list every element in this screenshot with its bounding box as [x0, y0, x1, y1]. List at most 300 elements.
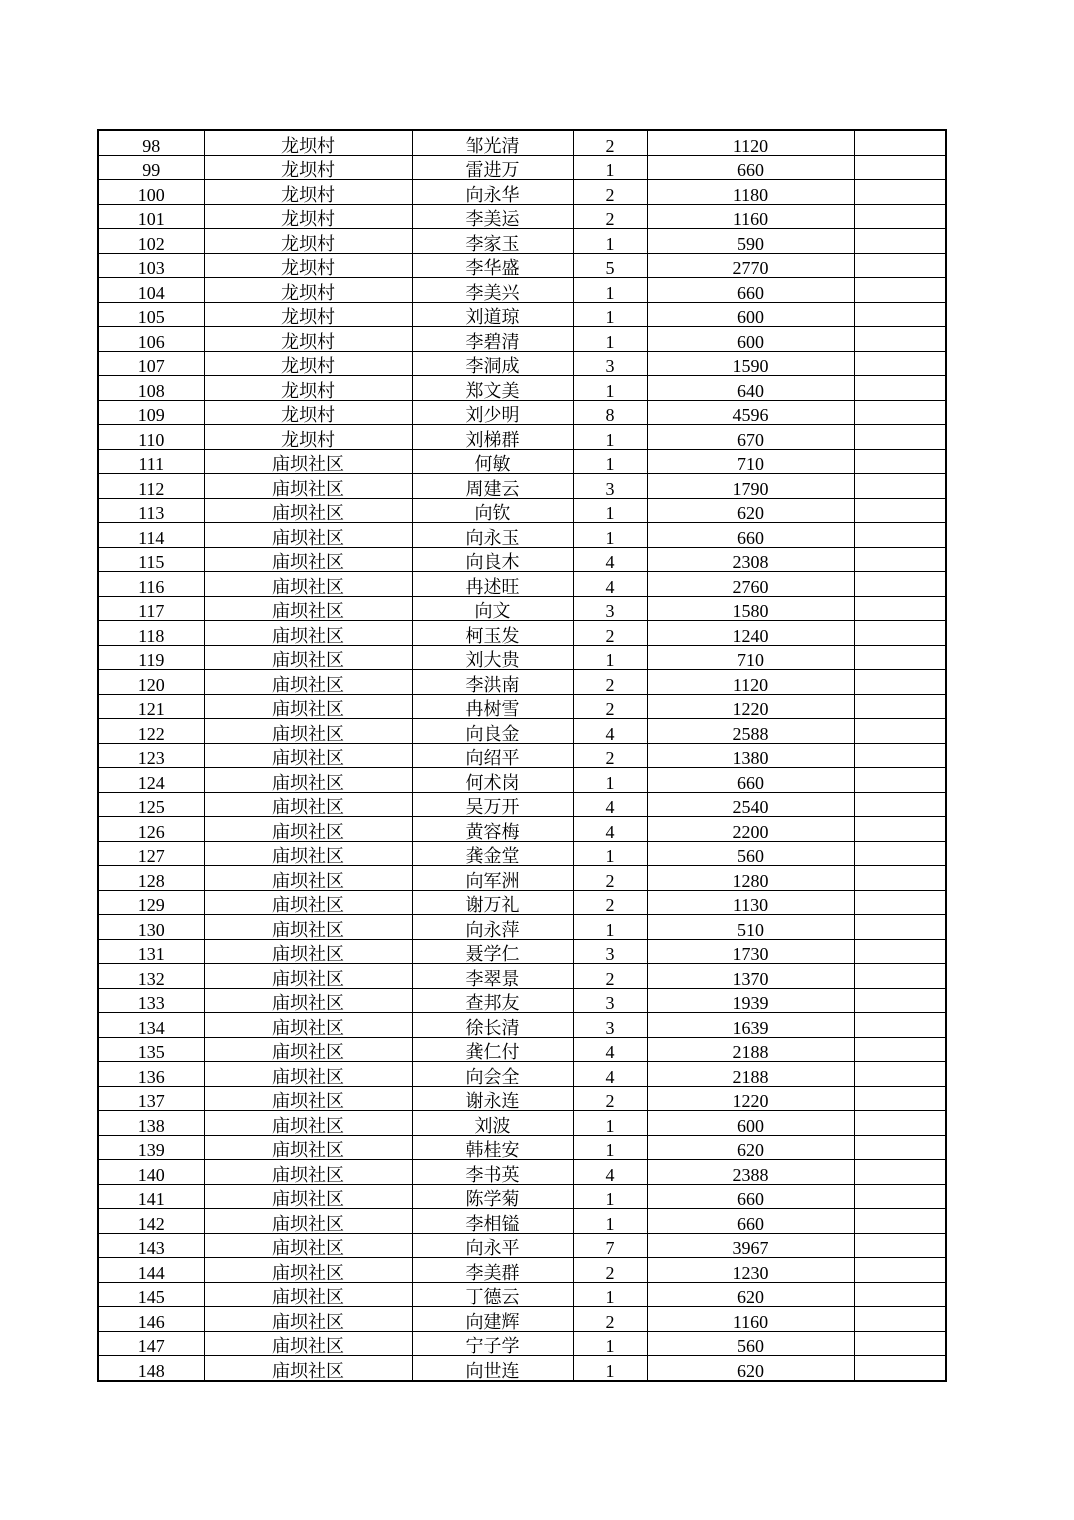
- cell-name: 李美兴: [412, 278, 573, 303]
- cell-row-number: 117: [98, 596, 204, 621]
- cell-name: 向永玉: [412, 523, 573, 548]
- cell-community: 庙坝社区: [204, 964, 412, 989]
- cell-row-number: 119: [98, 645, 204, 670]
- cell-row-number: 125: [98, 792, 204, 817]
- cell-people-count: 1: [573, 155, 647, 180]
- cell-people-count: 1: [573, 841, 647, 866]
- cell-row-number: 132: [98, 964, 204, 989]
- cell-community: 庙坝社区: [204, 866, 412, 891]
- cell-people-count: 2: [573, 1307, 647, 1332]
- cell-row-number: 126: [98, 817, 204, 842]
- cell-people-count: 5: [573, 253, 647, 278]
- cell-people-count: 4: [573, 1037, 647, 1062]
- cell-people-count: 4: [573, 572, 647, 597]
- cell-name: 李美运: [412, 204, 573, 229]
- table-row: [98, 621, 946, 646]
- table-row: [98, 400, 946, 425]
- cell-community: 龙坝村: [204, 253, 412, 278]
- cell-note: [854, 1086, 946, 1111]
- cell-name: 向建辉: [412, 1307, 573, 1332]
- cell-row-number: 137: [98, 1086, 204, 1111]
- cell-note: [854, 523, 946, 548]
- cell-amount: 510: [647, 915, 854, 940]
- cell-people-count: 2: [573, 180, 647, 205]
- cell-note: [854, 253, 946, 278]
- cell-name: 李翠景: [412, 964, 573, 989]
- cell-people-count: 1: [573, 302, 647, 327]
- cell-people-count: 1: [573, 768, 647, 793]
- cell-row-number: 109: [98, 400, 204, 425]
- cell-row-number: 138: [98, 1111, 204, 1136]
- cell-community: 庙坝社区: [204, 817, 412, 842]
- cell-name: 丁德云: [412, 1282, 573, 1307]
- cell-note: [854, 1160, 946, 1185]
- cell-people-count: 2: [573, 694, 647, 719]
- cell-community: 龙坝村: [204, 351, 412, 376]
- cell-amount: 1790: [647, 474, 854, 499]
- cell-name: 李美群: [412, 1258, 573, 1283]
- cell-amount: 1160: [647, 1307, 854, 1332]
- cell-row-number: 98: [98, 130, 204, 155]
- cell-people-count: 1: [573, 915, 647, 940]
- cell-row-number: 106: [98, 327, 204, 352]
- cell-community: 庙坝社区: [204, 547, 412, 572]
- cell-note: [854, 768, 946, 793]
- table-row: [98, 474, 946, 499]
- cell-community: 龙坝村: [204, 229, 412, 254]
- cell-community: 龙坝村: [204, 155, 412, 180]
- cell-row-number: 142: [98, 1209, 204, 1234]
- cell-community: 龙坝村: [204, 278, 412, 303]
- cell-note: [854, 1233, 946, 1258]
- cell-community: 庙坝社区: [204, 890, 412, 915]
- cell-amount: 2308: [647, 547, 854, 572]
- cell-community: 龙坝村: [204, 180, 412, 205]
- cell-community: 庙坝社区: [204, 939, 412, 964]
- cell-row-number: 148: [98, 1356, 204, 1381]
- cell-name: 柯玉发: [412, 621, 573, 646]
- cell-row-number: 100: [98, 180, 204, 205]
- cell-community: 龙坝村: [204, 400, 412, 425]
- cell-name: 刘道琼: [412, 302, 573, 327]
- table-row: [98, 204, 946, 229]
- cell-note: [854, 621, 946, 646]
- cell-row-number: 128: [98, 866, 204, 891]
- table-row: [98, 1086, 946, 1111]
- cell-amount: 660: [647, 155, 854, 180]
- table-row: [98, 498, 946, 523]
- cell-amount: 1220: [647, 1086, 854, 1111]
- cell-people-count: 4: [573, 719, 647, 744]
- cell-name: 何术岗: [412, 768, 573, 793]
- cell-row-number: 147: [98, 1331, 204, 1356]
- cell-community: 庙坝社区: [204, 719, 412, 744]
- cell-name: 李相镒: [412, 1209, 573, 1234]
- cell-amount: 1939: [647, 988, 854, 1013]
- cell-note: [854, 670, 946, 695]
- cell-note: [854, 866, 946, 891]
- cell-row-number: 114: [98, 523, 204, 548]
- cell-note: [854, 1135, 946, 1160]
- cell-note: [854, 498, 946, 523]
- cell-name: 谢万礼: [412, 890, 573, 915]
- table-row: [98, 1037, 946, 1062]
- cell-amount: 2588: [647, 719, 854, 744]
- cell-name: 冉述旺: [412, 572, 573, 597]
- cell-note: [854, 792, 946, 817]
- cell-people-count: 8: [573, 400, 647, 425]
- table-row: [98, 1160, 946, 1185]
- cell-row-number: 129: [98, 890, 204, 915]
- cell-people-count: 2: [573, 890, 647, 915]
- cell-community: 庙坝社区: [204, 1307, 412, 1332]
- cell-amount: 1160: [647, 204, 854, 229]
- cell-row-number: 104: [98, 278, 204, 303]
- table-row: [98, 1282, 946, 1307]
- table-row: [98, 1062, 946, 1087]
- cell-note: [854, 596, 946, 621]
- cell-note: [854, 351, 946, 376]
- cell-row-number: 121: [98, 694, 204, 719]
- cell-row-number: 130: [98, 915, 204, 940]
- cell-note: [854, 1331, 946, 1356]
- cell-people-count: 2: [573, 130, 647, 155]
- cell-community: 庙坝社区: [204, 596, 412, 621]
- cell-amount: 660: [647, 278, 854, 303]
- table-row: [98, 302, 946, 327]
- cell-row-number: 123: [98, 743, 204, 768]
- cell-row-number: 136: [98, 1062, 204, 1087]
- cell-amount: 1240: [647, 621, 854, 646]
- cell-row-number: 115: [98, 547, 204, 572]
- cell-people-count: 3: [573, 474, 647, 499]
- cell-people-count: 2: [573, 964, 647, 989]
- cell-community: 庙坝社区: [204, 1037, 412, 1062]
- table-row: [98, 1135, 946, 1160]
- cell-name: 李书英: [412, 1160, 573, 1185]
- cell-row-number: 139: [98, 1135, 204, 1160]
- cell-people-count: 1: [573, 1111, 647, 1136]
- cell-row-number: 111: [98, 449, 204, 474]
- cell-people-count: 3: [573, 939, 647, 964]
- cell-name: 李华盛: [412, 253, 573, 278]
- cell-row-number: 120: [98, 670, 204, 695]
- cell-row-number: 122: [98, 719, 204, 744]
- cell-note: [854, 572, 946, 597]
- cell-name: 宁子学: [412, 1331, 573, 1356]
- cell-note: [854, 1013, 946, 1038]
- cell-name: 向永平: [412, 1233, 573, 1258]
- cell-row-number: 131: [98, 939, 204, 964]
- cell-name: 龚金堂: [412, 841, 573, 866]
- cell-note: [854, 694, 946, 719]
- cell-row-number: 118: [98, 621, 204, 646]
- cell-name: 查邦友: [412, 988, 573, 1013]
- table-row: [98, 890, 946, 915]
- cell-people-count: 1: [573, 278, 647, 303]
- cell-people-count: 1: [573, 1209, 647, 1234]
- cell-name: 向绍平: [412, 743, 573, 768]
- cell-note: [854, 1111, 946, 1136]
- cell-community: 庙坝社区: [204, 1258, 412, 1283]
- cell-amount: 2760: [647, 572, 854, 597]
- data-table: [97, 129, 947, 1382]
- cell-community: 龙坝村: [204, 327, 412, 352]
- cell-people-count: 1: [573, 449, 647, 474]
- cell-people-count: 1: [573, 327, 647, 352]
- table-body: [98, 130, 946, 1381]
- table-row: [98, 547, 946, 572]
- cell-amount: 620: [647, 1282, 854, 1307]
- table-row: [98, 155, 946, 180]
- cell-row-number: 133: [98, 988, 204, 1013]
- cell-community: 庙坝社区: [204, 743, 412, 768]
- cell-amount: 560: [647, 1331, 854, 1356]
- cell-name: 向钦: [412, 498, 573, 523]
- cell-people-count: 1: [573, 1282, 647, 1307]
- table-row: [98, 1307, 946, 1332]
- cell-amount: 620: [647, 1135, 854, 1160]
- cell-amount: 660: [647, 1209, 854, 1234]
- cell-people-count: 1: [573, 645, 647, 670]
- table-row: [98, 817, 946, 842]
- cell-name: 何敏: [412, 449, 573, 474]
- cell-note: [854, 939, 946, 964]
- cell-amount: 710: [647, 449, 854, 474]
- table-row: [98, 130, 946, 155]
- cell-name: 李洞成: [412, 351, 573, 376]
- cell-row-number: 141: [98, 1184, 204, 1209]
- table-row: [98, 1356, 946, 1381]
- table-row: [98, 180, 946, 205]
- cell-note: [854, 302, 946, 327]
- cell-people-count: 2: [573, 1258, 647, 1283]
- table-row: [98, 1184, 946, 1209]
- cell-amount: 3967: [647, 1233, 854, 1258]
- table-row: [98, 964, 946, 989]
- table-row: [98, 449, 946, 474]
- cell-amount: 1180: [647, 180, 854, 205]
- cell-note: [854, 155, 946, 180]
- cell-community: 庙坝社区: [204, 1331, 412, 1356]
- cell-row-number: 113: [98, 498, 204, 523]
- table-row: [98, 792, 946, 817]
- cell-people-count: 2: [573, 1086, 647, 1111]
- cell-note: [854, 1209, 946, 1234]
- cell-row-number: 116: [98, 572, 204, 597]
- cell-community: 龙坝村: [204, 425, 412, 450]
- cell-community: 庙坝社区: [204, 1086, 412, 1111]
- cell-row-number: 105: [98, 302, 204, 327]
- cell-community: 庙坝社区: [204, 1160, 412, 1185]
- cell-name: 向永华: [412, 180, 573, 205]
- cell-amount: 660: [647, 1184, 854, 1209]
- cell-row-number: 144: [98, 1258, 204, 1283]
- table-row: [98, 351, 946, 376]
- cell-community: 庙坝社区: [204, 1013, 412, 1038]
- cell-name: 刘大贵: [412, 645, 573, 670]
- cell-people-count: 7: [573, 1233, 647, 1258]
- cell-people-count: 1: [573, 1184, 647, 1209]
- cell-row-number: 99: [98, 155, 204, 180]
- cell-amount: 560: [647, 841, 854, 866]
- table-row: [98, 1209, 946, 1234]
- cell-name: 向良金: [412, 719, 573, 744]
- table-row: [98, 278, 946, 303]
- table-row: [98, 988, 946, 1013]
- cell-people-count: 1: [573, 1356, 647, 1381]
- cell-name: 黄容梅: [412, 817, 573, 842]
- cell-amount: 1220: [647, 694, 854, 719]
- cell-row-number: 101: [98, 204, 204, 229]
- cell-name: 李洪南: [412, 670, 573, 695]
- table-row: [98, 939, 946, 964]
- cell-note: [854, 180, 946, 205]
- cell-row-number: 145: [98, 1282, 204, 1307]
- cell-name: 雷进万: [412, 155, 573, 180]
- table-row: [98, 1331, 946, 1356]
- cell-name: 冉树雪: [412, 694, 573, 719]
- cell-row-number: 103: [98, 253, 204, 278]
- cell-row-number: 108: [98, 376, 204, 401]
- table-row: [98, 229, 946, 254]
- cell-community: 庙坝社区: [204, 768, 412, 793]
- table-row: [98, 915, 946, 940]
- table-row: [98, 694, 946, 719]
- cell-row-number: 110: [98, 425, 204, 450]
- cell-amount: 600: [647, 327, 854, 352]
- cell-name: 向文: [412, 596, 573, 621]
- cell-name: 龚仁付: [412, 1037, 573, 1062]
- cell-community: 庙坝社区: [204, 621, 412, 646]
- cell-note: [854, 327, 946, 352]
- cell-people-count: 1: [573, 1135, 647, 1160]
- cell-note: [854, 449, 946, 474]
- cell-amount: 1120: [647, 670, 854, 695]
- cell-row-number: 140: [98, 1160, 204, 1185]
- cell-community: 庙坝社区: [204, 694, 412, 719]
- cell-row-number: 102: [98, 229, 204, 254]
- table-row: [98, 645, 946, 670]
- cell-name: 向永萍: [412, 915, 573, 940]
- cell-people-count: 4: [573, 817, 647, 842]
- cell-name: 向良木: [412, 547, 573, 572]
- cell-note: [854, 130, 946, 155]
- table-row: [98, 1111, 946, 1136]
- cell-amount: 660: [647, 768, 854, 793]
- cell-name: 李家玉: [412, 229, 573, 254]
- cell-community: 庙坝社区: [204, 498, 412, 523]
- cell-name: 聂学仁: [412, 939, 573, 964]
- table-row: [98, 743, 946, 768]
- cell-row-number: 143: [98, 1233, 204, 1258]
- cell-people-count: 4: [573, 792, 647, 817]
- cell-community: 庙坝社区: [204, 988, 412, 1013]
- cell-note: [854, 645, 946, 670]
- cell-community: 庙坝社区: [204, 841, 412, 866]
- cell-note: [854, 1282, 946, 1307]
- cell-note: [854, 719, 946, 744]
- cell-note: [854, 204, 946, 229]
- cell-people-count: 4: [573, 1160, 647, 1185]
- cell-amount: 590: [647, 229, 854, 254]
- table-row: [98, 425, 946, 450]
- cell-amount: 2540: [647, 792, 854, 817]
- table-row: [98, 670, 946, 695]
- cell-note: [854, 547, 946, 572]
- cell-community: 庙坝社区: [204, 474, 412, 499]
- cell-community: 庙坝社区: [204, 449, 412, 474]
- cell-amount: 620: [647, 498, 854, 523]
- cell-community: 庙坝社区: [204, 1209, 412, 1234]
- table-row: [98, 1258, 946, 1283]
- cell-note: [854, 890, 946, 915]
- cell-people-count: 2: [573, 670, 647, 695]
- table-row: [98, 572, 946, 597]
- cell-community: 庙坝社区: [204, 670, 412, 695]
- cell-row-number: 124: [98, 768, 204, 793]
- cell-community: 庙坝社区: [204, 645, 412, 670]
- cell-people-count: 4: [573, 547, 647, 572]
- table-row: [98, 719, 946, 744]
- cell-note: [854, 1307, 946, 1332]
- cell-people-count: 1: [573, 376, 647, 401]
- table-row: [98, 327, 946, 352]
- table-row: [98, 1013, 946, 1038]
- cell-people-count: 2: [573, 866, 647, 891]
- cell-amount: 4596: [647, 400, 854, 425]
- cell-name: 向会全: [412, 1062, 573, 1087]
- cell-community: 龙坝村: [204, 204, 412, 229]
- table-row: [98, 841, 946, 866]
- cell-amount: 670: [647, 425, 854, 450]
- cell-name: 谢永连: [412, 1086, 573, 1111]
- cell-name: 邹光清: [412, 130, 573, 155]
- cell-community: 龙坝村: [204, 302, 412, 327]
- cell-amount: 2770: [647, 253, 854, 278]
- cell-people-count: 1: [573, 498, 647, 523]
- cell-note: [854, 841, 946, 866]
- cell-note: [854, 988, 946, 1013]
- cell-name: 周建云: [412, 474, 573, 499]
- cell-amount: 1730: [647, 939, 854, 964]
- cell-name: 徐长清: [412, 1013, 573, 1038]
- cell-people-count: 3: [573, 596, 647, 621]
- cell-community: 庙坝社区: [204, 1184, 412, 1209]
- cell-note: [854, 1356, 946, 1381]
- cell-note: [854, 474, 946, 499]
- cell-amount: 1120: [647, 130, 854, 155]
- table-row: [98, 523, 946, 548]
- cell-amount: 1230: [647, 1258, 854, 1283]
- cell-community: 庙坝社区: [204, 523, 412, 548]
- cell-note: [854, 1184, 946, 1209]
- cell-row-number: 127: [98, 841, 204, 866]
- cell-note: [854, 1062, 946, 1087]
- cell-note: [854, 229, 946, 254]
- cell-people-count: 1: [573, 425, 647, 450]
- cell-people-count: 2: [573, 743, 647, 768]
- cell-name: 刘波: [412, 1111, 573, 1136]
- cell-amount: 1370: [647, 964, 854, 989]
- cell-people-count: 1: [573, 229, 647, 254]
- cell-note: [854, 425, 946, 450]
- cell-people-count: 1: [573, 523, 647, 548]
- cell-amount: 2188: [647, 1037, 854, 1062]
- table-row: [98, 768, 946, 793]
- cell-people-count: 3: [573, 988, 647, 1013]
- cell-note: [854, 743, 946, 768]
